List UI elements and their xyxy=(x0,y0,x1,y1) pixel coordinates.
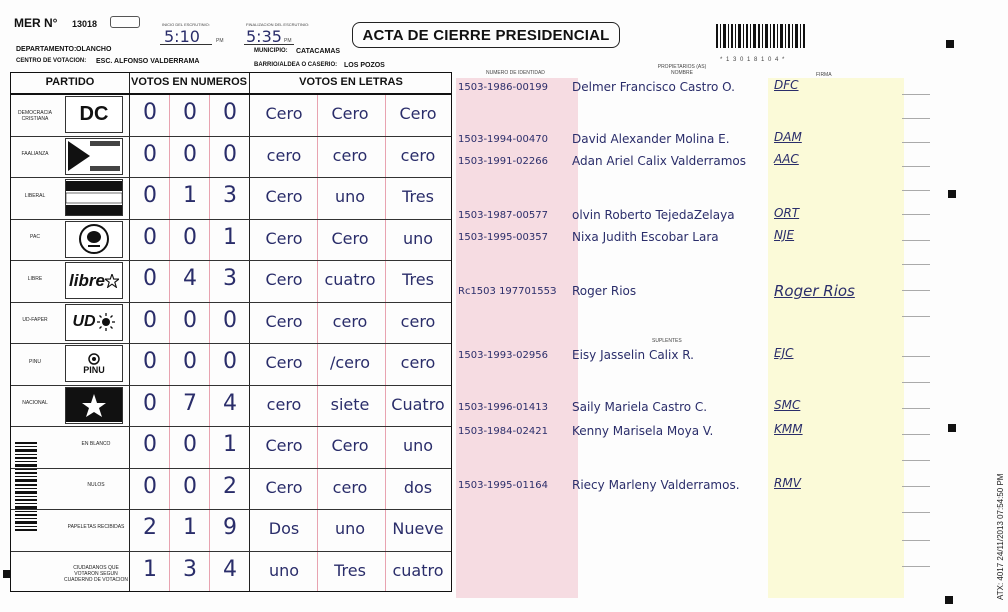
representative-row xyxy=(456,154,904,174)
representative-row xyxy=(456,80,904,100)
open-time-suffix: PM xyxy=(216,38,224,44)
representative-id: 1503-1993-02956 xyxy=(458,350,548,361)
close-time-suffix: PM xyxy=(284,38,292,44)
vote-digit: 0 xyxy=(143,307,157,333)
vote-word: uno xyxy=(334,519,366,538)
representative-signature: SMC xyxy=(774,398,801,412)
registration-mark xyxy=(948,190,956,198)
representative-id: 1503-1995-01164 xyxy=(458,480,548,491)
vote-digit: 3 xyxy=(223,183,237,208)
vote-digit: 0 xyxy=(183,141,197,167)
representatives-panel xyxy=(456,62,904,602)
vote-digit: 3 xyxy=(183,556,197,582)
representative-signature: NJE xyxy=(774,228,795,242)
vote-digit: 0 xyxy=(143,100,157,125)
party-logo-icon: DC xyxy=(65,96,123,133)
vote-word: Cero xyxy=(265,436,303,455)
form-line xyxy=(902,214,930,215)
id-column-header: NUMERO DE IDENTIDAD xyxy=(486,70,545,76)
open-time-label: INICIO DEL ESCRUTINIO: xyxy=(162,22,210,27)
representative-row xyxy=(456,230,904,250)
representative-id: 1503-1996-01413 xyxy=(458,402,548,413)
representative-name: Roger Rios xyxy=(572,284,637,298)
form-line xyxy=(902,460,930,461)
vote-word: cero xyxy=(332,477,368,497)
representative-id: 1503-1995-00357 xyxy=(458,232,548,243)
vote-digit: 0 xyxy=(183,473,197,499)
row-label: NULOS xyxy=(87,482,105,489)
form-line xyxy=(902,94,930,95)
vote-digit: 4 xyxy=(223,390,237,416)
representative-signature: DFC xyxy=(774,78,799,92)
vote-digit: 0 xyxy=(143,224,157,250)
representative-name: Saily Mariela Castro C. xyxy=(572,400,708,414)
table-row xyxy=(11,219,451,261)
party-logo-icon: libre xyxy=(65,262,123,299)
vote-digit: 4 xyxy=(183,266,197,291)
vote-word: Cero xyxy=(265,270,303,289)
vote-digit: 0 xyxy=(183,432,197,457)
vote-digit: 0 xyxy=(143,266,157,291)
votes-table xyxy=(10,72,452,592)
representative-id: Rc1503 19770155З xyxy=(458,286,557,297)
vote-word: Tres xyxy=(402,270,434,289)
header-votes-letters: VOTOS EN LETRAS xyxy=(299,76,403,88)
barcode-icon xyxy=(716,24,808,56)
representative-name: Riecy Marleny Valderramos. xyxy=(572,478,740,492)
form-line xyxy=(902,316,930,317)
representative-signature: ORT xyxy=(774,206,800,220)
party-logo-icon xyxy=(65,179,123,216)
party-name: FAALIANZA xyxy=(21,151,49,158)
party-logo-icon xyxy=(65,387,123,424)
form-line xyxy=(902,264,930,265)
vote-digit: 2 xyxy=(143,515,157,540)
vote-word: Cero xyxy=(265,187,303,206)
registration-mark xyxy=(945,596,953,604)
vote-digit: 0 xyxy=(143,473,157,499)
representative-signature: Roger Rios xyxy=(774,282,855,300)
vote-word: Cuatro xyxy=(391,394,445,414)
close-time-label: FINALIZACION DEL ESCRUTINIO: xyxy=(246,22,310,27)
representative-id: 1503-1991-02266 xyxy=(458,156,548,167)
vote-word: Dos xyxy=(268,519,300,538)
table-row xyxy=(11,177,451,219)
vote-digit: 0 xyxy=(223,100,237,125)
form-line xyxy=(902,512,930,513)
vote-digit: 0 xyxy=(143,390,157,416)
vote-word: cero xyxy=(400,145,436,165)
open-time-value: 5:10 xyxy=(164,27,200,46)
representative-signature: EJC xyxy=(774,346,794,360)
vote-word: uno xyxy=(268,560,300,580)
party-name: UD-FAPER xyxy=(22,317,48,324)
vote-digit: 0 xyxy=(183,224,197,250)
vote-word: siete xyxy=(330,394,370,414)
representative-signature: DAM xyxy=(774,130,802,144)
vote-digit: 0 xyxy=(223,307,237,333)
party-logo-icon xyxy=(65,221,123,258)
form-line xyxy=(902,240,930,241)
party-logo-icon: PINU xyxy=(65,345,123,382)
representative-id: 1503-1987-00577 xyxy=(458,210,548,221)
vote-digit: 2 xyxy=(223,473,237,499)
vote-word: cuatro xyxy=(392,560,444,580)
vote-digit: 0 xyxy=(143,183,157,208)
table-row xyxy=(11,260,451,302)
table-row xyxy=(11,551,451,593)
party-name: NACIONAL xyxy=(22,400,48,407)
representative-row xyxy=(456,400,904,420)
form-line xyxy=(902,118,930,119)
vote-word: uno xyxy=(402,228,434,248)
vote-digit: 7 xyxy=(183,390,197,416)
vote-word: cero xyxy=(400,353,436,372)
header-votes-numbers: VOTOS EN NUMEROS xyxy=(131,76,247,88)
party-name: PINU xyxy=(29,358,41,365)
vote-word: Tres xyxy=(402,187,434,206)
vote-digit: 1 xyxy=(143,556,157,582)
table-row xyxy=(11,385,451,427)
vote-digit: 9 xyxy=(223,515,237,540)
representative-row xyxy=(456,284,904,304)
form-line xyxy=(902,166,930,167)
municipality-label: MUNICIPIO: xyxy=(254,48,288,54)
form-line xyxy=(902,408,930,409)
suplentes-header: SUPLENTES xyxy=(652,338,682,344)
vote-digit: 3 xyxy=(223,266,237,291)
vote-digit: 0 xyxy=(183,100,197,125)
center-value: ESC. ALFONSO VALDERRAMA xyxy=(96,58,200,65)
vote-digit: 0 xyxy=(223,141,237,167)
department-label: DEPARTAMENTO: xyxy=(16,46,77,53)
representative-id: 1503-1984-02421 xyxy=(458,426,548,437)
vote-digit: 4 xyxy=(223,556,237,582)
vote-digit: 1 xyxy=(223,224,237,250)
table-row xyxy=(11,136,451,178)
party-name: LIBRE xyxy=(27,275,43,282)
barcode-text: * 1 3 0 1 8 1 0 4 * xyxy=(720,57,786,63)
vote-digit: 0 xyxy=(183,307,197,333)
row-label: PAPELETAS RECIBIDAS xyxy=(67,523,125,530)
vote-digit: 0 xyxy=(143,141,157,167)
form-line xyxy=(902,142,930,143)
center-label: CENTRO DE VOTACION: xyxy=(16,58,87,64)
header-party: PARTIDO xyxy=(45,76,95,88)
representative-id: 1503-1994-00470 xyxy=(458,134,548,145)
representative-row xyxy=(456,132,904,152)
representative-name: Delmer Francisco Castro O. xyxy=(572,80,735,94)
name-column-header: PROPIETARIOS (AS) NOMBRE xyxy=(657,64,707,76)
vote-word: uno xyxy=(334,187,366,206)
vote-word: cero xyxy=(266,394,302,414)
vote-word: Cero xyxy=(331,104,369,123)
representative-name: Adan Ariel Calix Valderramos xyxy=(572,154,746,168)
vote-word: cero xyxy=(332,311,368,331)
table-row xyxy=(11,302,451,344)
form-line xyxy=(902,356,930,357)
department-value: OLANCHO xyxy=(76,46,112,53)
mer-number: 13018 xyxy=(72,19,98,29)
table-row xyxy=(11,343,451,385)
representative-signature: RMV xyxy=(774,476,801,490)
vote-word: Cero xyxy=(265,353,303,372)
party-name: LIBERAL xyxy=(24,192,46,199)
vote-word: uno xyxy=(402,436,434,455)
party-logo-icon: UD xyxy=(65,304,123,341)
row-label: EN BLANCO xyxy=(81,440,111,447)
vote-digit: 0 xyxy=(223,349,237,374)
registration-mark xyxy=(948,424,956,432)
vote-word: Cero xyxy=(265,104,303,123)
document-title: ACTA DE CIERRE PRESIDENCIAL xyxy=(352,22,620,48)
representative-row xyxy=(456,348,904,368)
vote-word: Nueve xyxy=(392,519,444,538)
form-line xyxy=(902,486,930,487)
vote-word: /cero xyxy=(329,353,371,372)
form-line xyxy=(902,190,930,191)
vote-digit: 0 xyxy=(143,349,157,374)
vote-word: cero xyxy=(400,311,436,331)
table-row xyxy=(11,509,451,551)
representative-row xyxy=(456,208,904,228)
table-row xyxy=(11,468,451,510)
signature-column-header: FIRMA xyxy=(816,72,832,78)
vote-word: Cero xyxy=(399,104,437,123)
registration-mark xyxy=(946,40,954,48)
municipality-value: CATACAMAS xyxy=(296,48,341,55)
representative-signature: AAC xyxy=(774,152,799,166)
vote-word: Cero xyxy=(265,228,303,248)
tse-logo-icon xyxy=(110,16,140,28)
barrio-label: BARRIO/ALDEA O CASERIO: xyxy=(254,62,338,68)
vote-word: Cero xyxy=(265,311,303,331)
vote-word: Tres xyxy=(334,560,366,580)
print-timestamp: ATX: 4017 24/11/2013 07:54:50 PM xyxy=(996,473,1005,600)
party-logo-icon xyxy=(65,138,123,175)
vote-digit: 1 xyxy=(183,515,197,540)
representative-id: 1503-1986-00199 xyxy=(458,82,548,93)
representative-row xyxy=(456,478,904,498)
form-line xyxy=(902,566,930,567)
vote-word: cuatro xyxy=(324,270,376,289)
form-line xyxy=(902,540,930,541)
vote-digit: 1 xyxy=(183,183,197,208)
vote-word: Cero xyxy=(265,477,303,497)
party-name: DEMOCRACIA CRISTIANA xyxy=(18,109,52,122)
vote-digit: 0 xyxy=(143,432,157,457)
row-label: CIUDADANOS QUE VOTARON SEGUN CUADERNO DE VOTACION xyxy=(63,565,129,584)
vote-word: Cero xyxy=(331,228,369,248)
representative-signature: KMM xyxy=(774,422,803,436)
vote-digit: 0 xyxy=(183,349,197,374)
vote-word: cero xyxy=(332,145,368,165)
form-line xyxy=(902,290,930,291)
vote-word: Cero xyxy=(331,436,369,455)
representative-name: Kenny Marisela Moya V. xyxy=(572,424,714,438)
mer-label: MER N° xyxy=(14,16,58,30)
vote-word: dos xyxy=(403,477,433,497)
representative-name: Eisy Jasselin Calix R. xyxy=(572,348,694,362)
form-line xyxy=(902,434,930,435)
party-name: PAC xyxy=(30,234,40,241)
barrio-value: LOS POZOS xyxy=(344,62,385,69)
representative-name: olvin Roberto TejedaZelaya xyxy=(572,208,735,222)
representative-row xyxy=(456,424,904,444)
table-row xyxy=(11,94,451,136)
close-time-value: 5:35 xyxy=(246,27,282,46)
representative-name: David Alexander Molina E. xyxy=(572,132,730,146)
table-row xyxy=(11,426,451,468)
vote-word: cero xyxy=(266,145,302,165)
vote-digit: 1 xyxy=(223,432,237,457)
form-line xyxy=(902,382,930,383)
representative-name: Nixa Judith Escobar Lara xyxy=(572,230,719,244)
